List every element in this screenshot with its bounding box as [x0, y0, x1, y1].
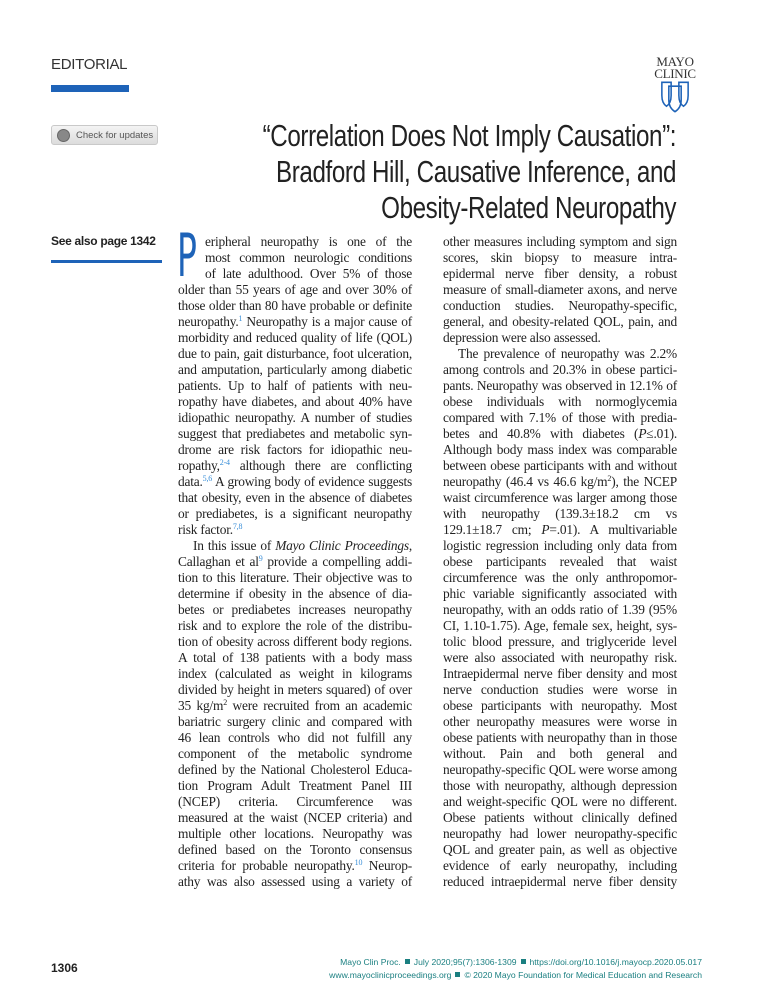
text-line [178, 698, 412, 714]
text-run: phic variable significantly associated with [443, 586, 677, 601]
text-run: , [408, 538, 412, 553]
text-line [443, 410, 677, 426]
text-run: measured at the waist (NCEP criteria) and [178, 810, 412, 825]
text-run: The prevalence of neuropathy was 2.2% [458, 346, 677, 361]
text-line [443, 570, 677, 586]
text-line [178, 362, 412, 378]
text-run: due to pain, gait disturbance, foot ulceration, [178, 346, 412, 361]
text-run: QOL and greater pain, as well as objective [443, 842, 677, 857]
text-line [178, 602, 412, 618]
text-run: and amputation, particularly among diabetic [178, 362, 412, 377]
text-run: those with neuropathy, although depression [443, 778, 677, 793]
text-line [443, 442, 677, 458]
text-run: with neuropathy (139.3±18.2 cm vs [443, 506, 677, 521]
text-run: Neuropathy is a major cause of [242, 314, 412, 329]
text-run: index (calculated as weight in kilograms [178, 666, 412, 681]
text-run: epidermal nerve fiber density, a robust [443, 266, 677, 281]
text-run: logistic regression including only data from [443, 538, 677, 553]
text-run: most common neurologic conditions [205, 250, 412, 265]
body-column-left [178, 234, 412, 890]
check-for-updates-label: Check for updates [76, 129, 154, 141]
text-line [178, 858, 412, 874]
text-line [443, 842, 677, 858]
citation-ref[interactable]: 2-4 [219, 458, 230, 467]
text-line [443, 682, 677, 698]
text-run: or prediabetes, is a significant neuropathy [178, 506, 412, 521]
text-run: A growing body of evidence suggests [212, 474, 412, 489]
text-line [443, 698, 677, 714]
article-title [263, 118, 676, 226]
text-run: neuropathy-specific QOL were worse among [443, 762, 677, 777]
text-line [443, 362, 677, 378]
text-line [443, 554, 677, 570]
text-run: determine if obesity in the absence of dia- [178, 586, 412, 601]
text-line [443, 426, 677, 442]
text-line [443, 762, 677, 778]
text-line [178, 762, 412, 778]
text-run: of late adulthood. Over 5% of those [205, 266, 412, 281]
text-line [443, 714, 677, 730]
text-run: other measures including symptom and sign [443, 234, 677, 249]
text-run: neuropathy (46.4 vs 46.6 kg/m [443, 474, 608, 489]
text-run: provide a compelling addi- [262, 554, 412, 569]
text-run: tion Program Adult Treatment Panel III [178, 778, 412, 793]
text-run: defined by the National Cholesterol Educa- [178, 762, 412, 777]
text-line [178, 266, 412, 282]
text-run: component of the metabolic syndrome [178, 746, 412, 761]
text-line [178, 298, 412, 314]
text-run: ropathy, [178, 458, 220, 473]
drop-cap: P [177, 221, 197, 291]
citation-footer [329, 956, 702, 982]
text-run: betes or prediabetes increases neuropathy [178, 602, 412, 617]
text-run: were also associated with neuropathy risk. [443, 650, 677, 665]
text-run: reduced intraepidermal nerve fiber density [443, 874, 677, 889]
text-line [443, 666, 677, 682]
text-run: compared with 7.1% of those with predia- [443, 410, 677, 425]
text-run: depression were also assessed. [443, 330, 601, 345]
text-run: were recruited from an academic [227, 698, 412, 713]
text-run: ropathy have diabetes, and about 40% have [178, 394, 412, 409]
text-run: tion of obesity across different body regions. [178, 634, 412, 649]
text-run: morbidity and reduced quality of life (QOL) [178, 330, 412, 345]
text-line [443, 858, 677, 874]
text-run: Although body mass index was comparable [443, 442, 677, 457]
text-run: criteria for probable neuropathy. [178, 858, 355, 873]
text-line [443, 730, 677, 746]
text-line [178, 346, 412, 362]
text-line [178, 490, 412, 506]
text-line [443, 346, 677, 362]
logo-text-clinic: CLINIC [654, 66, 696, 81]
text-run: older than 55 years of age and over 30% of [178, 282, 412, 297]
text-run: 129.1±18.7 cm; [443, 522, 542, 537]
text-line [178, 746, 412, 762]
text-run: other neuropathy measures were worse in [443, 714, 677, 729]
text-line [443, 474, 677, 490]
section-label: EDITORIAL [51, 56, 128, 73]
text-run: obese patients with neuropathy than in those [443, 730, 677, 745]
text-line [178, 682, 412, 698]
text-run: bariatric surgery clinic and compared with [178, 714, 412, 729]
text-line [443, 810, 677, 826]
text-line [178, 666, 412, 682]
citation-ref[interactable]: 9 [258, 554, 263, 563]
text-run: general, and obesity-related QOL, pain, and [443, 314, 677, 329]
text-line [443, 650, 677, 666]
superscript: 2 [223, 698, 228, 707]
text-run: tolic blood pressure, and triglyceride level [443, 634, 677, 649]
citation-ref[interactable]: 10 [354, 858, 363, 867]
text-run: In this issue of [193, 538, 276, 553]
text-line [443, 746, 677, 762]
text-run: divided by height in meters squared) of over [178, 682, 412, 697]
citation-ref[interactable]: 5,6 [202, 474, 213, 483]
italic-text: P [541, 522, 550, 537]
text-line [178, 458, 412, 474]
page-number: 1306 [51, 961, 78, 975]
text-line [178, 250, 412, 266]
title-line: “Correlation Does Not Imply Causation”: [262, 118, 676, 153]
text-line [443, 538, 677, 554]
text-line [443, 234, 677, 250]
text-run: neuropathy had lower neuropathy-specific [443, 826, 677, 841]
text-run: CI, 1.10-1.75). Age, female sex, height, sys- [443, 618, 677, 633]
citation-ref[interactable]: 7,8 [232, 522, 243, 531]
text-line [443, 394, 677, 410]
text-run: =.01). A multivariable [549, 522, 677, 537]
text-line [178, 650, 412, 666]
text-line [178, 426, 412, 442]
text-run: waist circumference was larger among those [443, 490, 677, 505]
text-run: neuropathy. [178, 314, 239, 329]
text-run: (NCEP) criteria. Circumference was [178, 794, 412, 809]
text-line [178, 378, 412, 394]
text-run: idiopathic neuropathy. A number of studies [178, 410, 412, 425]
text-run: betes and 40.8% with diabetes ( [443, 426, 639, 441]
text-line [178, 778, 412, 794]
text-run: Intraepidermal nerve fiber density and most [443, 666, 677, 681]
text-run: drome are risk factors for idiopathic neu- [178, 442, 412, 457]
website-link[interactable]: www.mayoclinicproceedings.org [329, 970, 452, 980]
text-line [443, 314, 677, 330]
text-line [178, 730, 412, 746]
text-run: Callaghan et al [178, 554, 259, 569]
text-run: without. Pain and both general and [443, 746, 677, 761]
text-line [443, 490, 677, 506]
text-line [178, 586, 412, 602]
text-line [178, 330, 412, 346]
text-line [443, 250, 677, 266]
text-run: suggest that prediabetes and metabolic syn- [178, 426, 412, 441]
text-run: between obese participants with and without [443, 458, 677, 473]
issue-info: July 2020;95(7):1306-1309 [413, 957, 517, 967]
text-line [443, 298, 677, 314]
text-run: obese participants with neuropathy. Most [443, 698, 677, 713]
journal-name: Mayo Clin Proc. [340, 957, 401, 967]
body-column-right [443, 234, 677, 890]
text-run: evidence of early neuropathy, including [443, 858, 677, 873]
copyright: © 2020 Mayo Foundation for Medical Education and Research [464, 970, 702, 980]
italic-text: Mayo Clinic Proceedings [275, 538, 409, 553]
text-line [178, 874, 412, 890]
shields-icon [658, 80, 692, 114]
text-line [178, 234, 412, 250]
text-line [443, 794, 677, 810]
text-run: neuropathy, with an odds ratio of 1.39 (95% [443, 602, 677, 617]
text-run: 46 lean controls who did not fulfill any [178, 730, 412, 745]
update-badge-icon [57, 129, 70, 142]
citation-ref[interactable]: 1 [238, 314, 243, 323]
title-line: Obesity-Related Neuropathy [381, 190, 676, 225]
separator-icon [405, 959, 410, 964]
text-line [443, 282, 677, 298]
text-line [443, 522, 677, 538]
text-run: and weight-specific QOL were no different. [443, 794, 677, 809]
text-line [178, 314, 412, 330]
see-also-divider [51, 260, 162, 263]
text-line [178, 554, 412, 570]
text-run: although there are conflicting [229, 458, 412, 473]
text-line [443, 826, 677, 842]
section-divider [51, 85, 129, 92]
text-run: ), the NCEP [611, 474, 677, 489]
text-line [443, 618, 677, 634]
text-run: ≤.01). [646, 426, 677, 441]
text-run: risk and to explore the role of the distribu- [178, 618, 412, 633]
text-line [178, 282, 412, 298]
text-line [443, 778, 677, 794]
text-line [443, 330, 677, 346]
text-line [178, 714, 412, 730]
text-run: 35 kg/m [178, 698, 224, 713]
text-line [178, 522, 412, 538]
text-line [178, 794, 412, 810]
text-line [178, 810, 412, 826]
check-for-updates-button[interactable] [51, 125, 158, 145]
text-line [178, 618, 412, 634]
superscript: 2 [607, 474, 612, 483]
title-line: Bradford Hill, Causative Inference, and [275, 154, 676, 189]
text-line [443, 506, 677, 522]
text-run: defined based on the Toronto consensus [178, 842, 412, 857]
mayo-clinic-logo [646, 56, 704, 114]
text-line [443, 586, 677, 602]
text-line [178, 442, 412, 458]
text-line [178, 826, 412, 842]
text-line [178, 842, 412, 858]
text-run: Neurop- [362, 858, 413, 873]
italic-text: P [638, 426, 647, 441]
text-run: those older than 80 have probable or definite [178, 298, 412, 313]
text-line [178, 506, 412, 522]
text-run: pants. Neuropathy was observed in 12.1% of [443, 378, 677, 393]
logo-text-mayo: MAYO [656, 54, 694, 69]
text-line [178, 538, 412, 554]
text-run: eripheral neuropathy is one of the [205, 234, 412, 249]
text-run: circumference was the only anthropomor- [443, 570, 677, 585]
text-line [178, 410, 412, 426]
text-run: that obesity, even in the absence of diabetes [178, 490, 412, 505]
see-also-link[interactable]: See also page 1342 [51, 234, 156, 248]
text-line [443, 634, 677, 650]
text-line [443, 266, 677, 282]
text-run: scores, skin biopsy to measure intra- [443, 250, 677, 265]
text-line [443, 378, 677, 394]
text-run: tion to this literature. Their objective was to [178, 570, 412, 585]
text-run: Obese patients without clinically defined [443, 810, 677, 825]
text-run: athy was also assessed using a variety of [178, 874, 412, 889]
text-run: obese participants revealed that waist [443, 554, 677, 569]
text-line [443, 874, 677, 890]
text-run: patients. Up to half of patients with neu- [178, 378, 412, 393]
text-run: measure of small-diameter axons, and nerve [443, 282, 677, 297]
text-run: A total of 138 patients with a body mass [178, 650, 412, 665]
text-run: among controls and 20.3% in obese partici- [443, 362, 677, 377]
text-run: data. [178, 474, 203, 489]
text-run: obese individuals with normoglycemia [443, 394, 677, 409]
text-line [178, 474, 412, 490]
text-line [178, 634, 412, 650]
text-line [178, 394, 412, 410]
text-run: risk factor. [178, 522, 233, 537]
separator-icon [455, 972, 460, 977]
text-run: conduction studies. Neuropathy-specific, [443, 298, 677, 313]
text-line [443, 458, 677, 474]
text-run: multiple other locations. Neuropathy was [178, 826, 412, 841]
text-line [443, 602, 677, 618]
text-run: nerve conduction studies were worse in [443, 682, 677, 697]
separator-icon [521, 959, 526, 964]
text-line [178, 570, 412, 586]
doi-link[interactable]: https://doi.org/10.1016/j.mayocp.2020.05.017 [529, 957, 702, 967]
